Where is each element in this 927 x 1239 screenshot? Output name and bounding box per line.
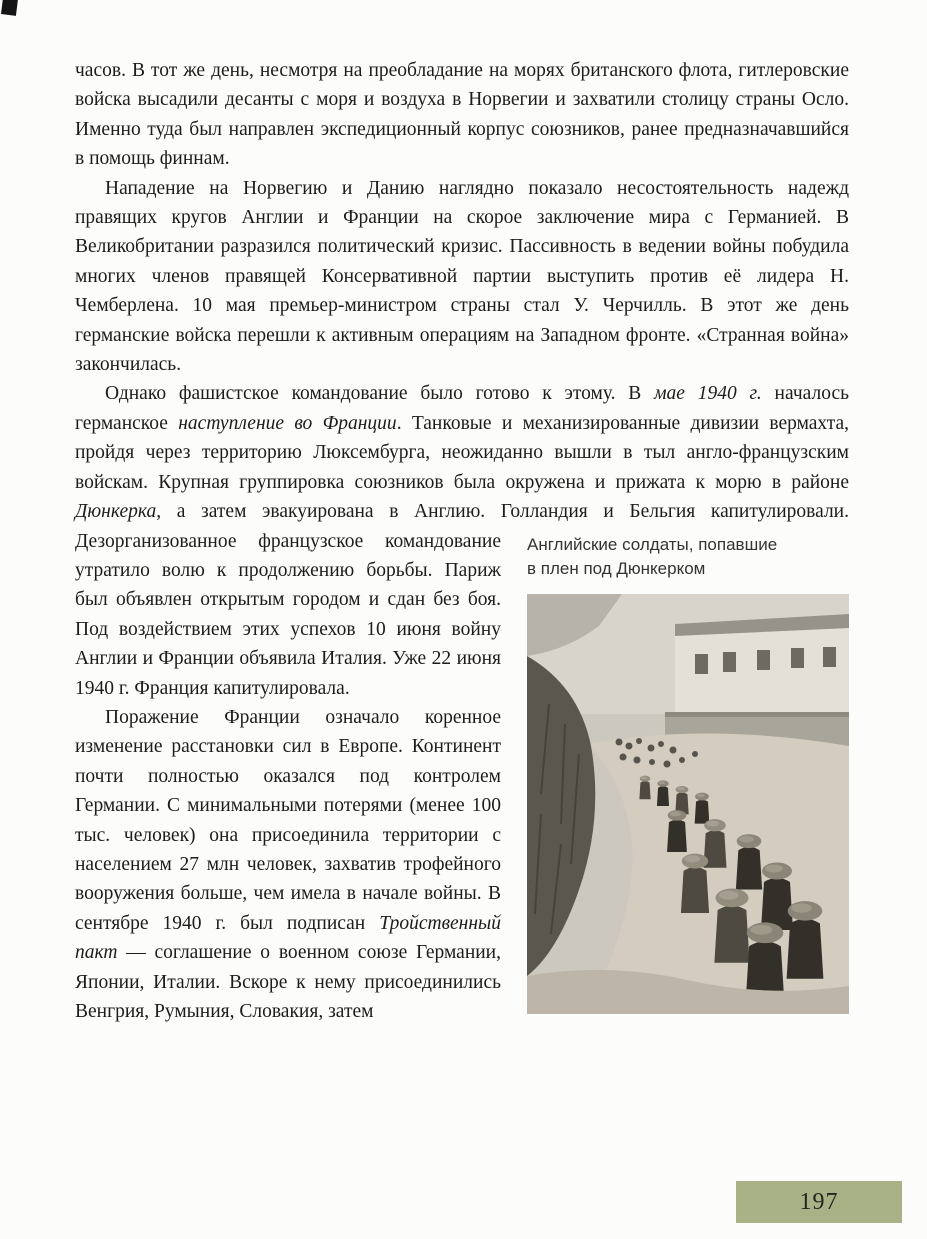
- text-run: Нападение на Норвегию и Данию наглядно показало несостоятельность надежд правящих кругов Англии и Франции на скорое заключение мира с Германией. В Великобритании разразился политический кризис. Пассивность в ведении войны побудила многих членов правящей Консервативной партии выступить против её лидера Н. Чемберлена. 10 мая премьер-министром страны стал У. Черчилль. В этот же день германские войска перешли к активным операциям на Западном фронте. «Странная война» закончилась.: [75, 177, 849, 376]
- text-run-italic: мае 1940 г.: [654, 383, 762, 405]
- text-run: Поражение Франции означало коренное изменение расстановки сил в Европе. Континент почти полностью оказался под контролем Германии. С минимальными потерями (менее 100 тыс. человек) она присоединила территории с населением 27 млн человек, захватив трофейного вооружения больше, чем имела в начале войны. В сентябре 1940 г. был подписан: [75, 706, 501, 934]
- photo-caption: [527, 533, 849, 581]
- text-run: , а затем эвакуирована в Англию. Голландия и Бельгия капитулировали.: [156, 501, 849, 523]
- paragraph-norway-denmark: [75, 174, 849, 380]
- text-run: часов. В тот же день, несмотря на преобладание на морях британского флота, гитлеровские войска высадили десанты с моря и воздуха в Норвегии и захватили столицу страны Осло. Именно туда был направлен экспедиционный корпус союзников, ранее предназначавшийся в помощь финнам.: [75, 60, 849, 170]
- text-run: . Танковые и механизированные дивизии вермахта, пройдя через территорию Люксембурга, неожиданно вышли в тыл англо-французским войскам. Крупная группировка союзников была окружена и прижата к морю в районе: [75, 412, 849, 493]
- paragraph-continuation: [75, 56, 849, 174]
- page-number: 197: [799, 1188, 839, 1215]
- text-run: Дезорганизованное французское командование утратило волю к продолжению борьбы. Париж был объявлен открытым городом и сдан без боя. Под воздействием этих успехов 10 июня войну Англии и Франции объявила Италия. Уже 22 июня 1940 г. Франция капитулировала.: [75, 530, 501, 699]
- photo-caption-line-1: Английские солдаты, попавшие: [527, 534, 778, 554]
- page-number-box: [736, 1181, 902, 1223]
- figure-dunkirk: [527, 533, 849, 1014]
- scan-artifact-mark: [1, 0, 18, 16]
- text-run: Однако фашистское командование было готово к этому. В: [105, 383, 655, 405]
- photo-soldiers-dunkirk-image: [527, 594, 849, 1014]
- text-run: началось германское: [75, 383, 850, 434]
- photo-caption-line-2: в плен под Дюнкерком: [527, 558, 706, 578]
- text-run: — соглашение о военном союзе Германии, Японии, Италии. Вскоре к нему присоединились Венгрия, Румыния, Словакия, затем: [75, 942, 501, 1022]
- text-run-italic: наступление во Франции: [178, 412, 397, 434]
- paragraph-france-offensive: [75, 379, 849, 702]
- text-run-italic: Дюнкерка: [75, 501, 157, 523]
- text-run-italic: Тройственный пакт: [75, 912, 501, 964]
